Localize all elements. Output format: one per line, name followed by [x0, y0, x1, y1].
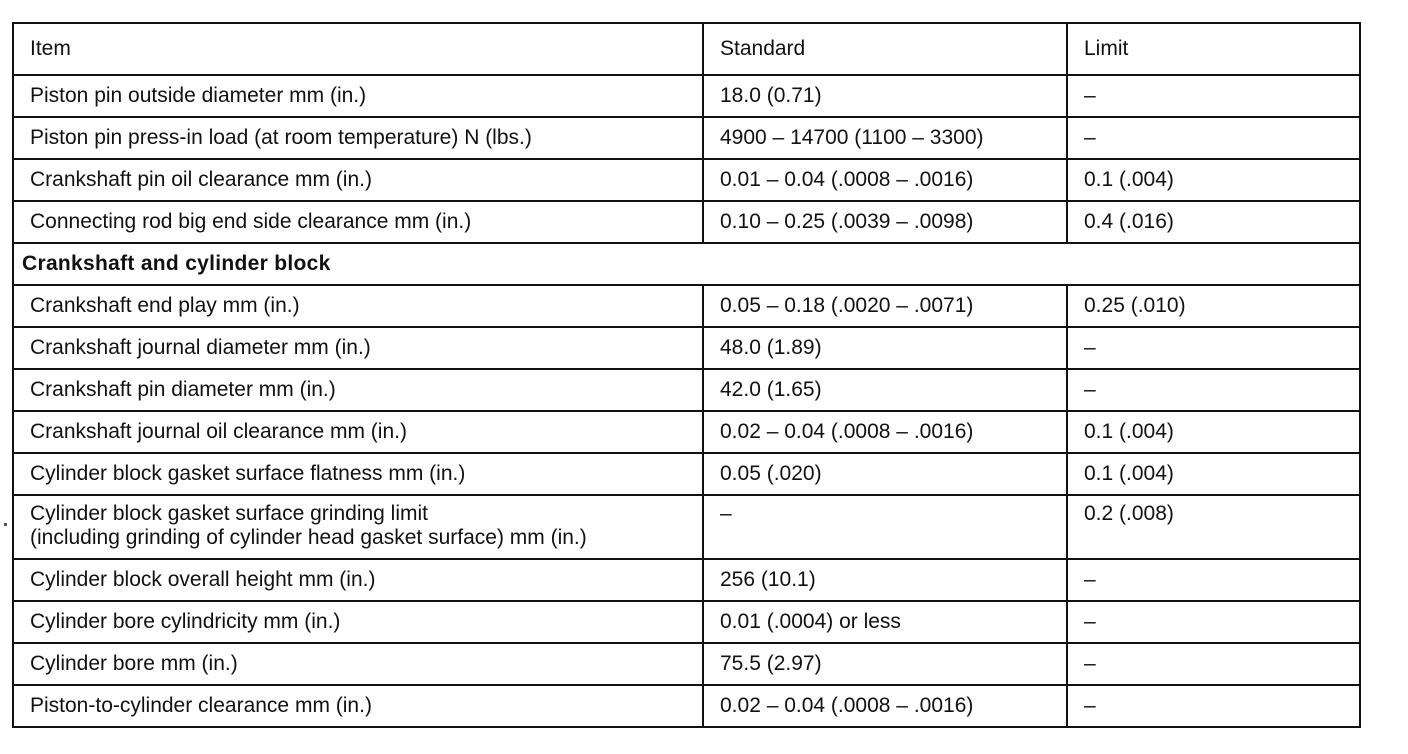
item-cell: Cylinder bore mm (in.) [13, 643, 703, 685]
limit-cell: – [1067, 369, 1360, 411]
limit-cell: – [1067, 685, 1360, 727]
limit-cell: – [1067, 117, 1360, 159]
table-row [13, 643, 1360, 685]
standard-cell: 256 (10.1) [703, 559, 1067, 601]
table-header-row [13, 23, 1360, 75]
margin-dot [4, 523, 7, 526]
item-cell: Piston pin press-in load (at room temperature) N (lbs.) [13, 117, 703, 159]
table-row [13, 159, 1360, 201]
table-row [13, 559, 1360, 601]
standard-cell: 75.5 (2.97) [703, 643, 1067, 685]
header-standard: Standard [703, 23, 1067, 75]
table-row [13, 685, 1360, 727]
table-row [13, 285, 1360, 327]
item-cell: Connecting rod big end side clearance mm (in.) [13, 201, 703, 243]
specification-table [12, 22, 1361, 728]
limit-cell: – [1067, 559, 1360, 601]
section-title: Crankshaft and cylinder block [13, 243, 1360, 285]
section-row [13, 243, 1360, 285]
table-row [13, 201, 1360, 243]
table-row [13, 601, 1360, 643]
header-limit: Limit [1067, 23, 1360, 75]
item-cell: Cylinder block gasket surface flatness mm (in.) [13, 453, 703, 495]
standard-cell: 48.0 (1.89) [703, 327, 1067, 369]
standard-cell: 0.05 (.020) [703, 453, 1067, 495]
table-row [13, 369, 1360, 411]
item-cell-line: Cylinder block gasket surface grinding limit [30, 502, 429, 525]
item-cell: Crankshaft journal oil clearance mm (in.) [13, 411, 703, 453]
item-cell: Piston pin outside diameter mm (in.) [13, 75, 703, 117]
limit-cell: 0.1 (.004) [1067, 411, 1360, 453]
item-cell: Cylinder bore cylindricity mm (in.) [13, 601, 703, 643]
standard-cell: 42.0 (1.65) [703, 369, 1067, 411]
limit-cell: – [1067, 601, 1360, 643]
standard-cell: 0.01 – 0.04 (.0008 – .0016) [703, 159, 1067, 201]
table-row [13, 453, 1360, 495]
limit-cell: – [1067, 327, 1360, 369]
standard-cell: 0.02 – 0.04 (.0008 – .0016) [703, 411, 1067, 453]
item-cell: Crankshaft end play mm (in.) [13, 285, 703, 327]
standard-cell: 18.0 (0.71) [703, 75, 1067, 117]
limit-cell: 0.4 (.016) [1067, 201, 1360, 243]
header-item: Item [13, 23, 703, 75]
standard-cell: 4900 – 14700 (1100 – 3300) [703, 117, 1067, 159]
limit-cell: 0.25 (.010) [1067, 285, 1360, 327]
limit-cell: 0.1 (.004) [1067, 453, 1360, 495]
limit-cell: – [1067, 643, 1360, 685]
table-row [13, 117, 1360, 159]
limit-cell: – [1067, 75, 1360, 117]
limit-cell: 0.1 (.004) [1067, 159, 1360, 201]
item-cell: Piston-to-cylinder clearance mm (in.) [13, 685, 703, 727]
item-cell: Crankshaft journal diameter mm (in.) [13, 327, 703, 369]
standard-cell: 0.10 – 0.25 (.0039 – .0098) [703, 201, 1067, 243]
item-cell: Crankshaft pin diameter mm (in.) [13, 369, 703, 411]
table-row [13, 75, 1360, 117]
standard-cell: – [703, 495, 1067, 559]
standard-cell: 0.02 – 0.04 (.0008 – .0016) [703, 685, 1067, 727]
item-cell: Cylinder block overall height mm (in.) [13, 559, 703, 601]
table-row [13, 327, 1360, 369]
item-cell-line: (including grinding of cylinder head gasket surface) mm (in.) [30, 526, 587, 549]
item-cell [13, 495, 703, 559]
limit-cell: 0.2 (.008) [1067, 495, 1360, 559]
table-row [13, 495, 1360, 559]
standard-cell: 0.05 – 0.18 (.0020 – .0071) [703, 285, 1067, 327]
item-cell: Crankshaft pin oil clearance mm (in.) [13, 159, 703, 201]
standard-cell: 0.01 (.0004) or less [703, 601, 1067, 643]
table-row [13, 411, 1360, 453]
